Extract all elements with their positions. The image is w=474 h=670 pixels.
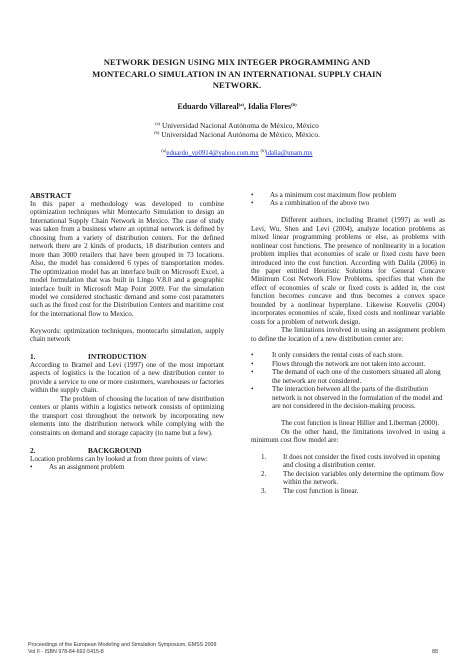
author-separator: , (243, 102, 248, 111)
page-footer (28, 642, 216, 656)
list-item-text: As an assignment problem (49, 462, 125, 471)
list-item (251, 453, 445, 470)
bullet-icon: • (251, 368, 254, 377)
footer-proceedings: Proceedings of the European Modeling and Simulation Symposium, EMSS 2009 (28, 642, 217, 648)
list-item-text: It does not consider the fixed costs involved in opening and closing a distribution center. (283, 452, 441, 470)
list-item (30, 463, 224, 471)
section-title: INTRODUCTION (88, 352, 147, 362)
title-line-1: NETWORK DESIGN USING MIX INTEGER PROGRAMMING AND (103, 57, 371, 67)
author-sup: (b) (291, 102, 297, 107)
affiliation-sup: (a) (155, 121, 161, 126)
background-paragraph: Location problems can by looked at from three points of view: (30, 454, 208, 463)
body-paragraph: The limitations involved in using an assignment problem to define the location of a new distribution center are: (251, 326, 445, 343)
body-paragraph: On the other hand, the limitations involved in using a minimum cost flow model are: (251, 427, 445, 444)
intro-paragraph: According to Bramel and Levi (1997) one of the most important aspects of logistics is the location of a new distribution center to provide a service to one or more customers, warehouses or factories within the supply chain. (30, 361, 224, 395)
intro-paragraph: The problem of choosing the location of new distribution centers or plants within a logistics network consists of optimizing the transport cost throughout the network by incorporating new elements into the distribution network while complying with the constraints on demand and storage capacity (to name but a few). (30, 394, 224, 437)
abstract-text: In this paper a methodology was developed to combine optimization techniques whit Montecarlo Simulation to design an International Supply Chain Network in Mexico. The case of study was taken from a business where an optimal network is defined by choosing from a variety of distribution centers. For the defined network there are 2 kinds of products, 18 distribution centers and more than 3000 retailers that have been grouped in 73 locations. Also, the model has considered 6 types of transportation modes. The optimization model has an interface built on Microsoft Excel, a model formulation that was built in Lingo V.8.0 and a geographic interface built in Microsoft Map Point 2009. For the simulation model we considered stochastic demand and some cost parameters such as the fixed cost for the Distribution Centers and maritime cost for the international flow to Mexico. (30, 200, 224, 318)
authors (30, 100, 444, 112)
body-paragraph: Different authors, including Bramel (1997) as well as Levi, Wu, Shen and Levi (2004), analyze location problems as mixed linear programming problems or else, as problems with nonlinear cost functions. The presence of nonlinearity in a location problem implies that economies of scale or fixed costs have been introduced into the cost function. According with Dalila (2006) in the paper entitled Heuristic Solutions for General Concave Minimum Cost Network Flow Problems, specifies that when the effect of economies of scale or fixed costs is added in, the cost function becomes concave and thus becomes a convex space bounded by a nonlinear hyperplane. Likewise Kouvelis (2004) incorporates economies of scale, fixed costs and nonlinear variable costs for a problem of network design. (251, 216, 445, 326)
background-bullet-list (30, 463, 224, 471)
limitations-numbered-list (251, 453, 445, 495)
title-line-2: MONTECARLO SIMULATION IN AN INTERNATIONAL SUPPLY CHAIN (92, 68, 382, 79)
author-name: Idalia Flores (247, 102, 292, 111)
list-item-text: The cost function is linear. (283, 486, 359, 495)
list-item-text: The interaction between all the parts of the distribution network is not observed in the formulation of the model and are not considered in the decision-making process. (272, 385, 443, 411)
affiliation-text: Universidad Nacional Autónoma de México, México. (159, 130, 320, 139)
list-item-text: As a combination of the above two (270, 199, 370, 208)
list-number: 2. (261, 469, 267, 478)
affiliation-b (30, 128, 444, 139)
list-item-text: It only considers the rental costs of each store. (272, 351, 404, 360)
bullet-icon: • (251, 359, 254, 368)
list-number: 1. (261, 452, 267, 461)
list-item-text: Flows through the network are not taken into account. (272, 359, 426, 368)
email-link[interactable]: eduardo_vp0914@yahoo.com.mx (166, 150, 259, 157)
affiliation-text: Universidad Nacional Autónoma de México, México (160, 121, 319, 130)
email-link[interactable]: idalia@unam.mx (265, 150, 313, 157)
author-sup: (a) (238, 102, 244, 107)
bullet-icon: • (251, 385, 254, 394)
author-emails (30, 146, 444, 158)
title-line-3: NETWORK. (212, 80, 262, 91)
bullet-icon: • (251, 351, 254, 360)
list-item (251, 487, 445, 495)
right-column (251, 191, 445, 495)
body-paragraph: The cost function is linear Hillier and Liberman (2000). (281, 419, 440, 428)
section-title: BACKGROUND (88, 445, 142, 455)
email-sup: (b) (260, 148, 266, 153)
left-column (30, 191, 224, 471)
list-item (251, 368, 445, 385)
section-heading (30, 352, 224, 361)
list-item-text: As a minimum cost maximum flow problem (270, 191, 397, 199)
author-name: Eduardo Villareal (177, 102, 239, 111)
page-number: 88 (432, 649, 438, 655)
section-number: 2. (30, 445, 36, 455)
bullet-icon: • (30, 462, 33, 471)
abstract-heading: ABSTRACT (30, 191, 72, 200)
list-item (251, 199, 445, 207)
list-item (251, 351, 445, 359)
keywords: Keywords: optimization techniques, montecarlo simulation, supply chain network (30, 326, 224, 344)
list-item-text: The demand of each one of the customers situated all along the network are not considered. (272, 368, 441, 385)
bullet-icon: • (251, 199, 254, 208)
list-number: 3. (261, 486, 267, 495)
list-item (251, 470, 445, 487)
paper-title (30, 57, 444, 92)
footer-isbn: Vol II - ISBN 978-84-692-5415-8 (28, 649, 104, 655)
view-bullet-list (251, 191, 445, 208)
list-item (251, 385, 445, 410)
email-sup: (a) (161, 148, 167, 153)
section-heading (30, 446, 224, 455)
limitations-bullet-list (251, 351, 445, 410)
list-item (251, 360, 445, 368)
affiliation-sup: (b) (154, 130, 160, 135)
bullet-icon: • (251, 191, 254, 199)
list-item (251, 191, 445, 199)
section-number: 1. (30, 352, 36, 362)
list-item-text: The decision variables only determine the optimum flow within the network. (283, 469, 444, 487)
